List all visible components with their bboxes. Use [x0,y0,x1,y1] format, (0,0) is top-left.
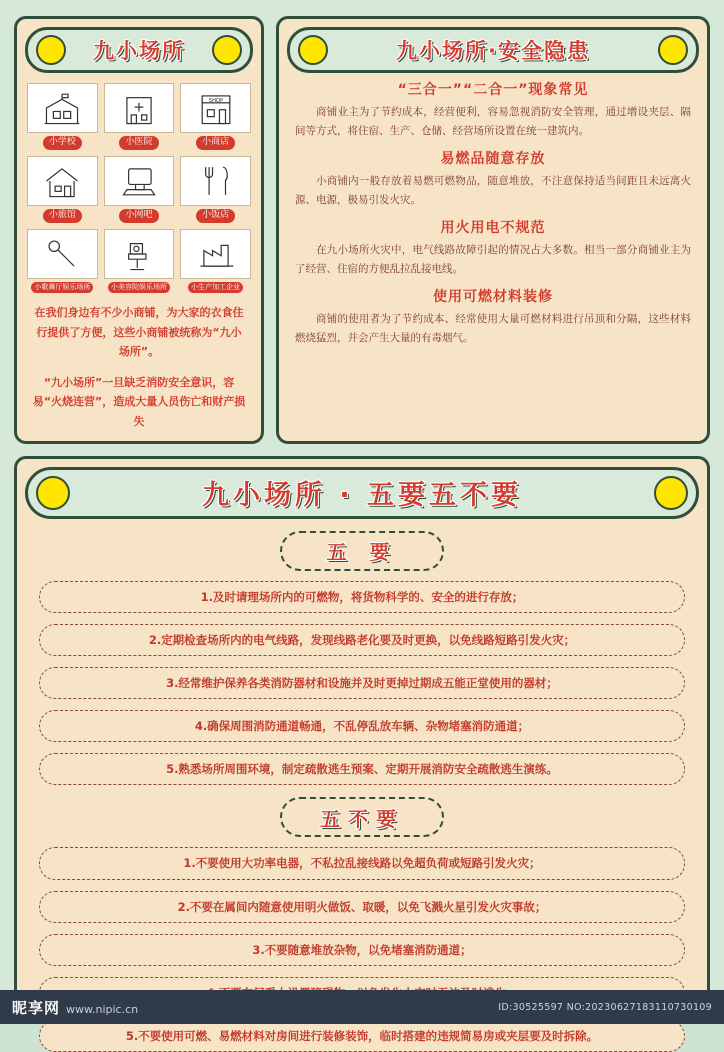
hazard-body: 在九小场所火灾中，电气线路故障引起的情况占大多数。相当一部分商铺业主为了经营、住宿的方便乱拉乱接电线。 [295,243,691,276]
bottom-panel-title: 九小场所 · 五要五不要 [201,480,523,512]
yellow-dot-right-icon [658,35,688,65]
list-item: 4.确保周围消防通道畅通，不乱停乱放车辆、杂物堵塞消防通道； [39,710,685,742]
left-paragraph-1: 在我们身边有不少小商铺，为大家的衣食住行提供了方便，这些小商铺被统称为“九小场所”。 [34,306,244,358]
factory-icon [180,229,251,279]
cutlery-icon [180,156,251,206]
venue-cell [180,229,251,294]
venue-cell [104,229,175,294]
footer-bar [0,990,724,1024]
venue-label: 小商店 [196,136,235,150]
hazard-body: 小商铺内一般存放着易燃可燃物品，随意堆放，不注意保持适当间距且未远离火源、电源，极易引发火灾。 [295,174,691,207]
yellow-dot-right-icon [212,35,242,65]
left-paragraph-2: “九小场所”一旦缺乏消防安全意识，容易“火烧连营”，造成大量人员伤亡和财产损失 [32,376,246,428]
venue-cell [180,156,251,223]
venue-label: 小学校 [43,136,82,150]
dont-badge [280,797,444,837]
right-panel-banner [287,27,699,73]
yellow-dot-left-icon [298,35,328,65]
venue-label: 小生产加工企业 [188,282,243,294]
list-item: 5.熟悉场所周围环境，制定疏散逃生预案、定期开展消防安全疏散逃生演练。 [39,753,685,785]
list-item: 1.及时请理场所内的可燃物，将货物科学的、安全的进行存放； [39,581,685,613]
list-item: 2.不要在属间内随意使用明火做饭、取暖，以免飞溅火星引发火灾事故； [39,891,685,923]
do-badge [280,531,444,571]
list-item: 3.经常维护保养各类消防器材和设施并及时更掉过期成五能正堂使用的器材； [39,667,685,699]
top-row [14,16,710,444]
bottom-panel [14,456,710,1043]
venue-icon-grid [17,79,261,295]
venue-label: 小美容院娱乐场所 [108,282,170,294]
left-panel-title: 九小场所 [93,39,185,63]
shop-icon [180,83,251,133]
right-panel-title: 九小场所·安全隐患 [396,39,590,63]
yellow-dot-right-icon [654,476,688,510]
do-badge-label: 五 要 [326,540,398,565]
dont-badge-label: 五不要 [320,806,404,831]
school-icon [27,83,98,133]
venue-cell [27,229,98,294]
watermark-en: www.nipic.cn [66,1002,139,1016]
hotel-icon [27,156,98,206]
left-panel [14,16,264,444]
right-panel [276,16,710,444]
computer-icon [104,156,175,206]
list-item: 2.定期检查场所内的电气线路，发现线路老化要及时更换，以免线路短路引发火灾； [39,624,685,656]
venue-cell [104,83,175,150]
hospital-icon [104,83,175,133]
yellow-dot-left-icon [36,476,70,510]
watermark [12,997,138,1018]
hazard-heading: “三合一”“二合一”现象常见 [397,82,589,98]
hazard-body: 商铺的使用者为了节约成本、经常使用大量可燃材料进行吊顶和分隔，这些材料燃烧猛烈，并会产生大量的有毒烟气。 [295,312,691,344]
list-item: 5.不要使用可燃、易燃材料对房间进行装修装饰，临时搭建的违规简易房或夹层要及时拆除。 [39,1020,685,1052]
salon-chair-icon [104,229,175,279]
venue-cell [104,156,175,223]
watermark-cn: 昵享网 [12,998,61,1017]
yellow-dot-left-icon [36,35,66,65]
venue-label: 小歌舞厅娱乐场所 [31,282,93,294]
venue-label: 小网吧 [119,209,158,223]
left-panel-banner [25,27,253,73]
venue-label: 小旅馆 [43,209,82,223]
image-id-text: ID:30525597 NO:20230627183110730109 [498,1001,712,1013]
svg-text:SHOP: SHOP [208,97,223,104]
bottom-panel-banner [25,467,699,519]
microphone-icon [27,229,98,279]
venue-cell [27,83,98,150]
hazard-heading: 使用可燃材料装修 [433,288,553,305]
venue-cell [180,83,251,150]
hazard-body: 商铺业主为了节约成本，经营便利，容易忽视消防安全管理，通过增设夹层、隔间等方式，将住宿、生产、仓储、经营场所设置在统一建筑内。 [295,106,691,138]
venue-label: 小饭店 [196,209,235,223]
hazard-heading: 用火用电不规范 [440,219,546,236]
list-item: 3.不要随意堆放杂物，以免堵塞消防通道； [39,934,685,966]
venue-label: 小医院 [119,136,158,150]
hazard-heading: 易燃品随意存放 [440,150,546,167]
venue-cell [27,156,98,223]
list-item: 1.不要使用大功率电器，不私拉乱接线路以免超负荷或短路引发火灾； [39,847,685,879]
